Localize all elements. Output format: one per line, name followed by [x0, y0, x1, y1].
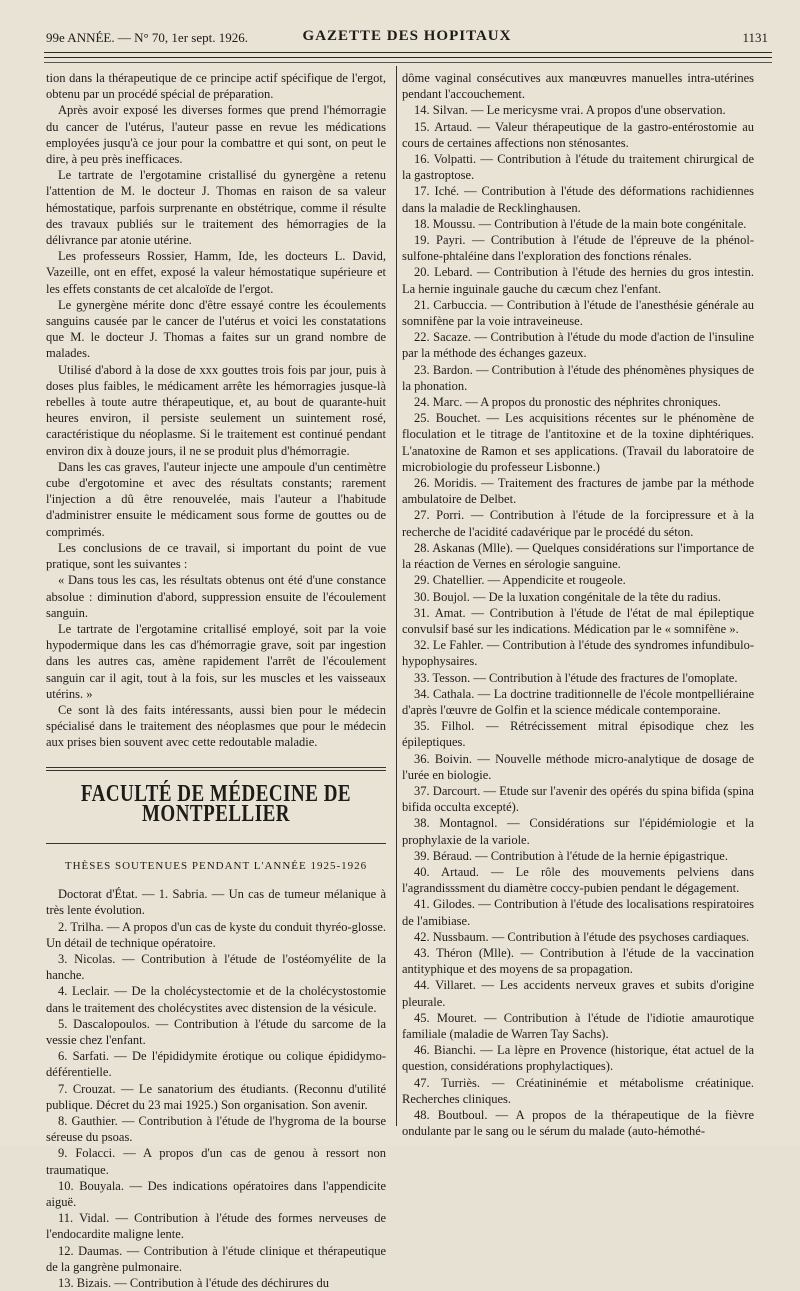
thesis-entry: 38. Montagnol. — Considérations sur l'épidémiologie et la prophylaxie de la variole.: [402, 816, 754, 847]
thesis-entry: 44. Villaret. — Les accidents nerveux graves et subits d'origine pleurale.: [402, 978, 754, 1009]
thesis-entry: 15. Artaud. — Valeur thérapeutique de la gastro-entérostomie au cours de certaines affections non sténosantes.: [402, 119, 754, 150]
thesis-entry: 46. Bianchi. — La lèpre en Provence (historique, état actuel de la question, considérations prophylactiques).: [402, 1043, 754, 1074]
thesis-entry: 34. Cathala. — La doctrine traditionnelle de l'école montpelliéraine d'après l'œuvre de Golfin et la science médicale contemporaine.: [402, 686, 754, 717]
paragraph: Ce sont là des faits intéressants, aussi bien pour le médecin spécialisé dans le traitement des néoplasmes que pour le médecin aux prises bien souvent avec cette redoutable maladie.: [46, 702, 386, 750]
paragraph: « Dans tous les cas, les résultats obtenus ont été d'une constance absolue : diminution d'abord, suppression ensuite de l'écoulement sanguin.: [46, 573, 386, 620]
thesis-entry: 42. Nussbaum. — Contribution à l'étude des psychoses cardiaques.: [414, 929, 750, 944]
thesis-entry: 20. Lebard. — Contribution à l'étude des hernies du gros intestin. La hernie inguinale gauche du cæcum chez l'enfant.: [402, 265, 754, 296]
paragraph: Dans les cas graves, l'auteur injecte une ampoule d'un centimètre cube d'ergotomine et avec des résultats constants; rarement l'injection a dû être renouvelée, mais l'auteur a l'habitude d'administrer ensuite le médicament sous forme de gouttes ou de comprimés.: [46, 459, 386, 539]
thesis-entry: 7. Crouzat. — Le sanatorium des étudiants. (Reconnu d'utilité publique. Décret du 23 mai 1925.) Son organisation. Son avenir.: [46, 1081, 386, 1112]
thesis-entry: 40. Artaud. — Le rôle des mouvements pelviens dans l'agrandisssment du diamètre coccy-pubien pendant le dégagement.: [402, 864, 754, 896]
thesis-entry: 28. Askanas (Mlle). — Quelques considérations sur l'importance de la réaction de Vernes en sérologie sanguine.: [402, 540, 754, 572]
thesis-entry: 48. Boutboul. — A propos de la thérapeutique de la fièvre ondulante par le sang ou le sérum du malade (auto-hémothé-: [402, 1108, 754, 1139]
header-rule: [44, 62, 772, 63]
paragraph: Le tartrate de l'ergotamine critallisé employé, soit par la voie hypodermique dans les cas d'hémorragie grave, soit par ingestion dans les autres cas, amène rapidement l'arrêt de l'écoulement sanguin car il agit, tout à la fois, sur les muscles et les vaisseaux utérins. »: [46, 621, 386, 701]
header-title: GAZETTE DES HOPITAUX: [302, 28, 512, 44]
header-issue: 99e ANNÉE. — N° 70, 1er sept. 1926.: [46, 30, 248, 45]
thesis-entry: 36. Boivin. — Nouvelle méthode micro-analytique de dosage de l'urée en biologie.: [402, 751, 754, 782]
paragraph: Utilisé d'abord à la dose de xxx gouttes trois fois par jour, puis à doses plus faibles, le médicament arrête les hémorragies jusque-là rebelles à toute autre thérapeutique, et, au bout de quarante-huit heures environ, il persiste seulement un suintement rosé, caractéristique du néoplasme. Si le traitement est continué pendant environ dix à douze jours, il ne se produit plus d'hémorragie.: [46, 362, 386, 458]
thesis-entry: 6. Sarfati. — De l'épididymite érotique ou colique épididymo-déférentielle.: [46, 1049, 386, 1080]
thesis-entry: 21. Carbuccia. — Contribution à l'étude de l'anesthésie générale au somnifène par la voie intraveineuse.: [402, 297, 754, 329]
thesis-entry: 8. Gauthier. — Contribution à l'étude de l'hygroma de la bourse séreuse du psoas.: [46, 1113, 386, 1145]
thesis-entry: 9. Folacci. — A propos d'un cas de genou à ressort non traumatique.: [46, 1146, 386, 1177]
thesis-list: [402, 70, 754, 1139]
thesis-entry: 39. Béraud. — Contribution à l'étude de la hernie épigastrique.: [414, 848, 728, 863]
section-rule: [46, 770, 386, 771]
page-header: [46, 22, 768, 48]
thesis-entry: 19. Payri. — Contribution à l'étude de l'épreuve de la phénol-sulfone-phtaléine dans l'exploration des fonctions rénales.: [402, 233, 754, 264]
header-page-number: 1131: [742, 30, 768, 45]
thesis-entry: 4. Leclair. — De la cholécystectomie et de la cholécystostomie dans le traitement des cholécystites avec distension de la vésicule.: [46, 984, 386, 1015]
header-rule: [44, 57, 772, 58]
thesis-entry: 10. Bouyala. — Des indications opératoires dans l'appendicite aiguë.: [46, 1178, 386, 1209]
section-rule: [46, 843, 386, 844]
thesis-entry: 11. Vidal. — Contribution à l'étude des formes nerveuses de l'endocardite maligne lente.: [46, 1211, 386, 1242]
paragraph: Le gynergène mérite donc d'être essayé contre les écoulements sanguins causée par le cancer de l'utérus et voici les constatations que M. le docteur J. Thomas a faites sur un grand nombre de malades.: [46, 297, 386, 361]
header-rule: [44, 52, 772, 53]
thesis-entry: 47. Turriès. — Créatininémie et métabolisme créatinique. Recherches cliniques.: [402, 1075, 754, 1106]
thesis-entry: 26. Moridis. — Traitement des fractures de jambe par la méthode ambulatoire de Delbet.: [402, 476, 754, 507]
thesis-entry: 41. Gilodes. — Contribution à l'étude des localisations respiratoires de l'amibiase.: [402, 897, 754, 928]
thesis-entry: 22. Sacaze. — Contribution à l'étude du mode d'action de l'insuline par la méthode des échanges gazeux.: [402, 330, 754, 361]
section-title: FACULTÉ DE MÉDECINE DE MONTPELLIER: [80, 780, 352, 828]
article-body: [46, 70, 386, 751]
thesis-entry: 35. Filhol. — Rétrécissement mitral épisodique chez les épileptiques.: [402, 719, 754, 750]
thesis-entry: 30. Boujol. — De la luxation congénitale de la tête du radius.: [414, 589, 721, 604]
thesis-entry: 3. Nicolas. — Contribution à l'étude de l'ostéomyélite de la hanche.: [46, 951, 386, 983]
right-column: [402, 70, 754, 1139]
thesis-entry: 17. Iché. — Contribution à l'étude des déformations rachidiennes dans la maladie de Recklinghausen.: [402, 184, 754, 215]
thesis-entry: 5. Dascalopoulos. — Contribution à l'étude du sarcome de la vessie chez l'enfant.: [46, 1016, 386, 1047]
thesis-entry: 25. Bouchet. — Les acquisitions récentes sur le phénomène de floculation et le titrage de l'antitoxine et de la toxine diphtériques. L'anatoxine de Ramon et ses applications. (Travail du laboratoire de microbiologie du professeur Lisbonne.): [402, 411, 754, 474]
thesis-entry: Doctorat d'État. — 1. Sabria. — Un cas de tumeur mélanique à très lente évolution.: [46, 887, 386, 918]
thesis-entry: 29. Chatellier. — Appendicite et rougeole.: [414, 573, 626, 588]
thesis-entry: 12. Daumas. — Contribution à l'étude clinique et thérapeutique de la gangrène pulmonaire.: [46, 1243, 386, 1274]
thesis-entry: 27. Porri. — Contribution à l'étude de la forcipressure et à la recherche de l'acidité cadavérique par le procédé du séton.: [402, 508, 754, 539]
thesis-entry: 18. Moussu. — Contribution à l'étude de la main bote congénitale.: [414, 216, 747, 231]
thesis-entry: 14. Silvan. — Le mericysme vrai. A propos d'une observation.: [414, 103, 726, 118]
paragraph: Le tartrate de l'ergotamine cristallisé du gynergène a retenu l'attention de M. le docteur J. Thomas en raison de sa valeur hémostatique, parfois surprenante en obstétrique, comme il résulte des travaux publiés sur le traitement des hémorragies de la délivrance par atonie utérine.: [46, 168, 386, 248]
thesis-entry: 16. Volpatti. — Contribution à l'étude du traitement chirurgical de la gastroptose.: [402, 152, 754, 183]
thesis-entry: 45. Mouret. — Contribution à l'étude de l'idiotie amaurotique familiale (maladie de Warren Tay Sachs).: [402, 1010, 754, 1041]
thesis-list: [46, 886, 386, 1291]
thesis-entry: 23. Bardon. — Contribution à l'étude des phénomènes physiques de la phonation.: [402, 362, 754, 393]
section-rule: [46, 767, 386, 768]
thesis-entry: 33. Tesson. — Contribution à l'étude des fractures de l'omoplate.: [414, 670, 738, 685]
thesis-entry: 24. Marc. — A propos du pronostic des néphrites chroniques.: [414, 395, 721, 410]
paragraph: Les conclusions de ce travail, si important du point de vue pratique, sont les suivantes :: [46, 540, 386, 572]
thesis-entry: 32. Le Fahler. — Contribution à l'étude des syndromes infundibulo-hypophysaires.: [402, 638, 754, 669]
left-column: [46, 70, 386, 1291]
thesis-entry: 31. Amat. — Contribution à l'étude de l'état de mal épileptique convulsif basé sur les indications. Médication par le « somnifène ».: [402, 605, 754, 636]
thesis-entry: 2. Trilha. — A propos d'un cas de kyste du conduit thyréo-glosse. Un détail de technique opératoire.: [46, 919, 386, 950]
paragraph: Les professeurs Rossier, Hamm, Ide, les docteurs L. David, Vazeille, ont en effet, exposé la valeur hémostatique supérieure et les effets constants de cet alcaloïde de l'ergot.: [46, 249, 386, 296]
thesis-entry: 13. Bizais. — Contribution à l'étude des déchirures du: [58, 1276, 329, 1291]
column-divider: [396, 66, 397, 1126]
thesis-entry: 37. Darcourt. — Etude sur l'avenir des opérés du spina bifida (spina bifida occulta excepté).: [402, 783, 754, 815]
paragraph: Après avoir exposé les diverses formes que prend l'hémorragie du cancer de l'utérus, l'auteur passe en revue les médications employées jusqu'à ce jour pour la combattre et qui sont, on peut le dire, à peu près inefficaces.: [46, 103, 386, 167]
thesis-entry: dôme vaginal consécutives aux manœuvres manuelles intra-utérines pendant l'accouchement.: [402, 71, 754, 102]
paragraph: tion dans la thérapeutique de ce principe actif spécifique de l'ergot, obtenu par un procédé spécial de préparation.: [46, 71, 386, 102]
thesis-entry: 43. Théron (Mlle). — Contribution à l'étude de la vaccination antityphique et des moyens de sa propagation.: [402, 945, 754, 977]
section-subtitle: THÈSES SOUTENUES PENDANT L'ANNÉE 1925-1926: [64, 859, 368, 872]
